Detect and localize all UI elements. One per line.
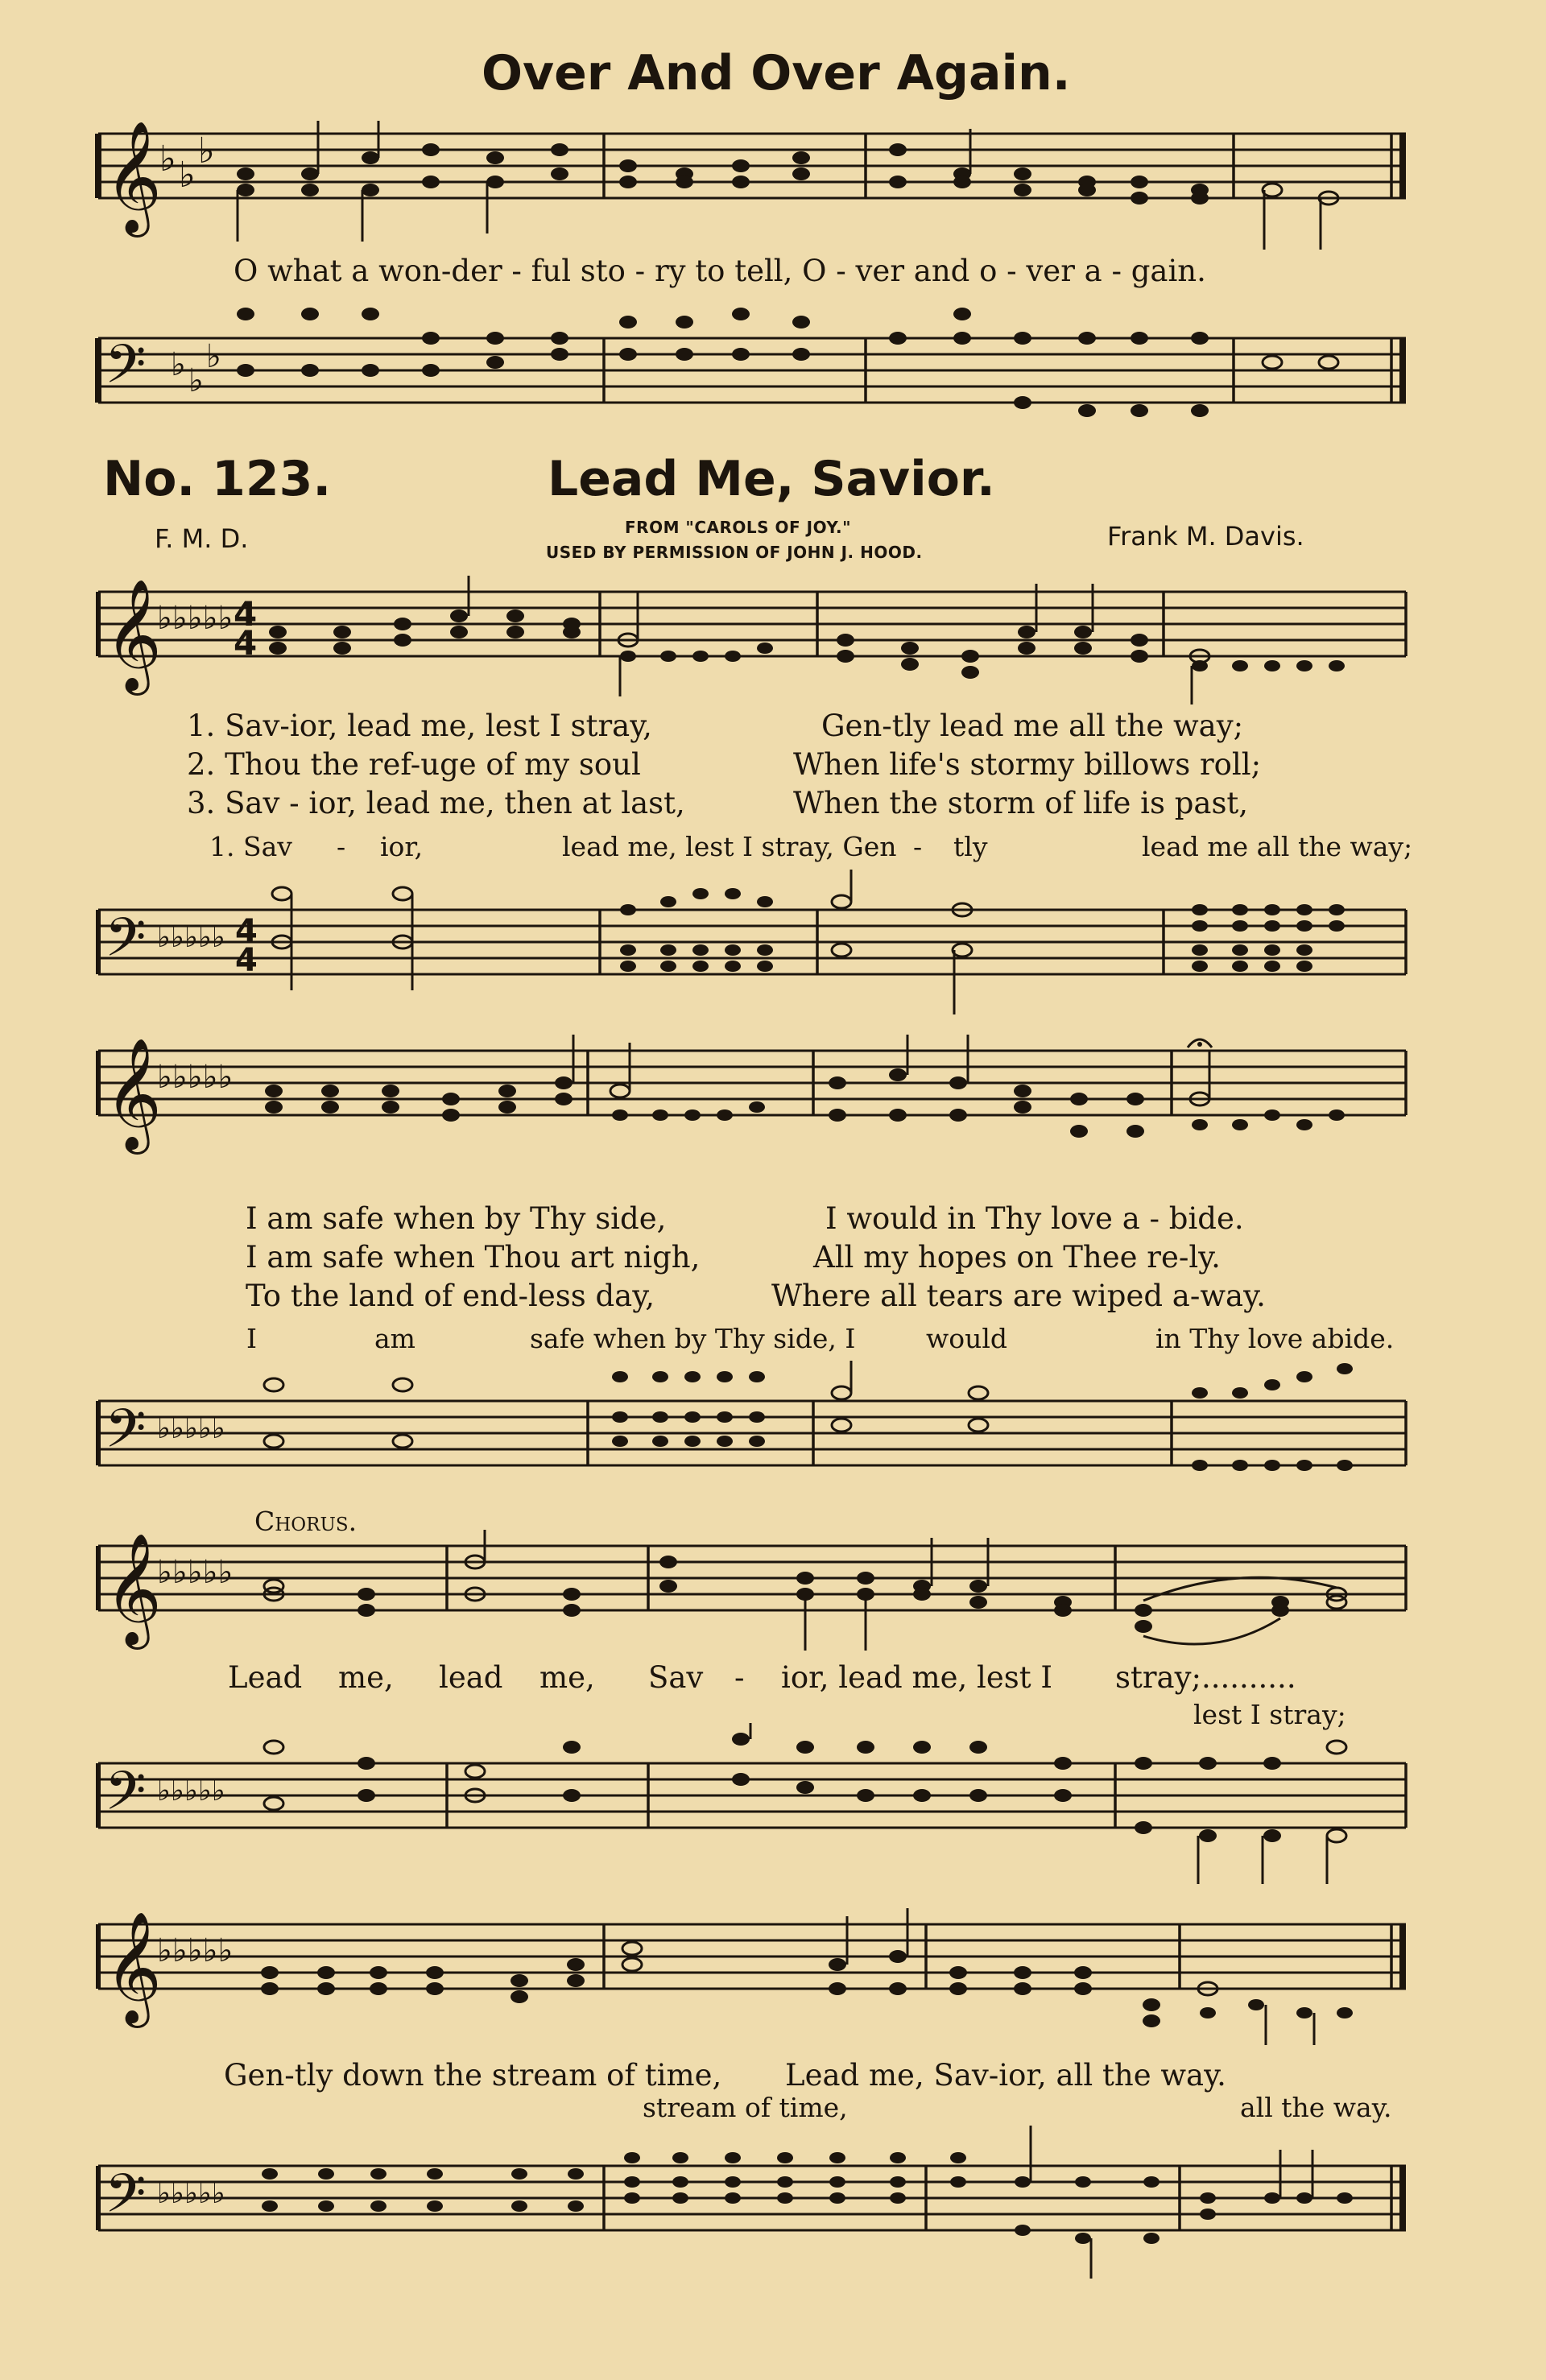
composer-name: Frank M. Davis. [1107, 521, 1304, 552]
verse1-line2b: I would in Thy love a - bide. [825, 1201, 1244, 1236]
svg-text:4: 4 [235, 913, 258, 950]
bass-staff-chorus1 [0, 1723, 1546, 1884]
chorus-lyric-3: lead [439, 1660, 503, 1695]
verse3-line1a: 3. Sav - ior, lead me, then at last, [187, 786, 685, 820]
bass-lyric-s1-3: ior, [380, 831, 424, 862]
bass-clef-icon: 𝄢 [105, 333, 147, 408]
svg-text:♭: ♭ [188, 362, 204, 399]
bass-lyric-s2-2: am [374, 1323, 415, 1354]
treble-staff-chorus2 [0, 1908, 1546, 2053]
author-initials: F. M. D. [155, 523, 249, 554]
bass-lyric-s1-6: tly [953, 831, 988, 862]
bass-lyric-s1-1: 1. Sav [209, 831, 292, 862]
svg-text:4: 4 [235, 942, 258, 979]
bass-staff-system2 [0, 1361, 1546, 1514]
svg-text:♭♭♭♭♭: ♭♭♭♭♭ [157, 2177, 225, 2210]
bass-staff-chorus2 [0, 2109, 1546, 2287]
song1-lyrics: O what a won-der - ful sto - ry to tell, O - ver and o - ver a - gain. [234, 254, 1206, 288]
verse2-line2a: I am safe when Thou art nigh, [246, 1240, 701, 1275]
verse1-line1b: Gen-tly lead me all the way; [821, 709, 1244, 743]
svg-text:♭♭♭♭♭: ♭♭♭♭♭ [157, 1775, 225, 1808]
chorus-bass-lyric-1: lest I stray; [1193, 1699, 1346, 1730]
svg-text:𝄞: 𝄞 [105, 1038, 162, 1150]
bass-lyric-s2-5: in Thy love abide. [1155, 1323, 1395, 1354]
svg-text:♭: ♭ [206, 338, 221, 375]
svg-text:𝄢: 𝄢 [105, 2163, 147, 2237]
permission-line-2: USED BY PERMISSION OF JOHN J. HOOD. [546, 543, 923, 562]
chorus-lyric-8: stray;.......... [1115, 1660, 1296, 1695]
chorus-bass-line2b: all the way. [1240, 2092, 1392, 2123]
chorus-lyric-6: - [734, 1660, 745, 1695]
bass-lyric-s1-5: - [913, 831, 923, 862]
treble-staff-system2 [0, 1035, 1546, 1180]
svg-text:4: 4 [234, 594, 258, 634]
song-title-lead-me-savior: Lead Me, Savior. [548, 451, 995, 507]
bass-lyric-s2-4: would [926, 1323, 1008, 1354]
chorus-lyric-7: ior, lead me, lest I [781, 1660, 1052, 1695]
chorus-lyric-5: Sav [648, 1660, 704, 1695]
verse3-line2a: To the land of end-less day, [246, 1279, 655, 1313]
treble-staff-chorus [0, 1530, 1546, 1675]
chorus-bass-line2a: stream of time, [643, 2092, 848, 2123]
svg-text:♭♭♭♭♭: ♭♭♭♭♭ [157, 1059, 234, 1096]
svg-text:♭: ♭ [179, 155, 196, 196]
bass-lyric-s1-7: lead me all the way; [1142, 831, 1413, 862]
treble-staff-system1 [0, 576, 1546, 721]
svg-text:𝄞: 𝄞 [105, 579, 162, 691]
bass-lyric-s1-2: - [337, 831, 346, 862]
svg-text:4: 4 [234, 623, 258, 663]
verse1-line2a: I am safe when by Thy side, [246, 1201, 667, 1236]
verse1-line1a: 1. Sav-ior, lead me, lest I stray, [187, 709, 652, 743]
chorus-line2b: Lead me, Sav-ior, all the way. [785, 2058, 1226, 2093]
svg-text:𝄞: 𝄞 [105, 1533, 162, 1645]
svg-text:𝄢: 𝄢 [105, 1398, 147, 1473]
svg-text:♭: ♭ [198, 130, 215, 171]
bass-lyric-s1-4: lead me, lest I stray, Gen [562, 831, 897, 862]
chorus-lyric-2: me, [338, 1660, 394, 1695]
verse3-line2b: Where all tears are wiped a-way. [771, 1279, 1266, 1313]
svg-text:𝄢: 𝄢 [105, 1760, 147, 1835]
svg-text:♭♭♭♭♭: ♭♭♭♭♭ [157, 1412, 225, 1445]
svg-text:𝄞: 𝄞 [105, 1911, 162, 2023]
bass-staff-song1 [0, 306, 1546, 435]
treble-clef-icon: 𝄞 [105, 121, 162, 233]
svg-text:♭: ♭ [159, 138, 176, 180]
svg-text:♭♭♭♭♭: ♭♭♭♭♭ [157, 921, 225, 954]
svg-text:♭: ♭ [171, 346, 186, 383]
chorus-lyric-1: Lead [228, 1660, 303, 1695]
svg-text:𝄢: 𝄢 [105, 907, 147, 981]
verse2-line1a: 2. Thou the ref-uge of my soul [187, 747, 641, 782]
bass-staff-system1 [0, 870, 1546, 1014]
chorus-line2a: Gen-tly down the stream of time, [224, 2058, 722, 2093]
svg-text:♭♭♭♭♭: ♭♭♭♭♭ [157, 1932, 234, 1969]
svg-text:♭♭♭♭♭: ♭♭♭♭♭ [157, 1554, 234, 1591]
chorus-lyric-4: me, [539, 1660, 595, 1695]
verse3-line1b: When the storm of life is past, [793, 786, 1249, 820]
bass-lyric-s2-1: I [246, 1323, 258, 1354]
song-title-over-and-over-again: Over And Over Again. [482, 45, 1071, 101]
verse2-line1b: When life's stormy billows roll; [793, 747, 1262, 782]
hymn-number: No. 123. [103, 451, 332, 507]
verse2-line2b: All my hopes on Thee re-ly. [813, 1240, 1221, 1275]
bass-lyric-s2-3: safe when by Thy side, I [530, 1323, 856, 1354]
permission-line-1: FROM "CAROLS OF JOY." [625, 518, 852, 537]
chorus-label: Chorus. [254, 1506, 358, 1537]
svg-text:♭♭♭♭♭: ♭♭♭♭♭ [157, 600, 234, 637]
